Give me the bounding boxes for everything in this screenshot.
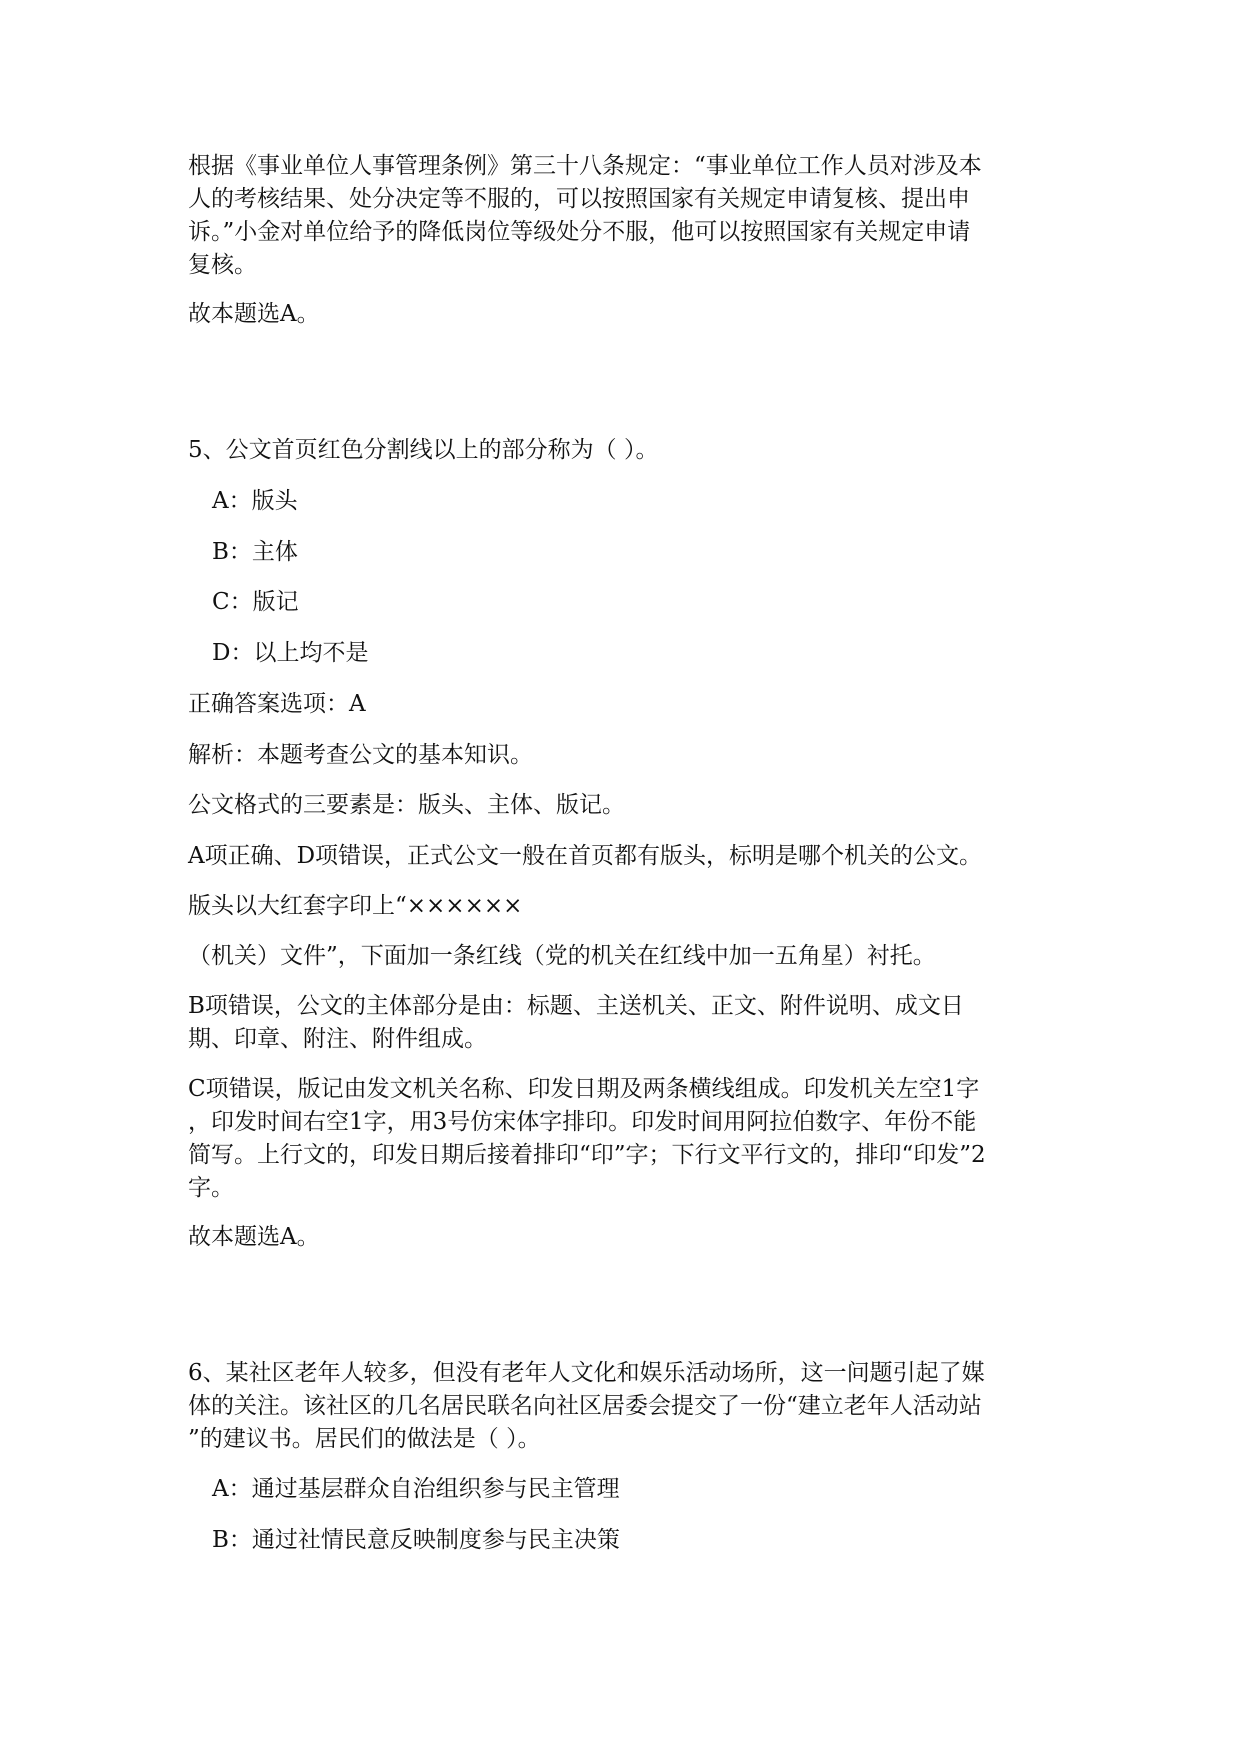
text-line: 简写。上行文的，印发日期后接着排印“印”字；下行文平行文的，排印“印发”2 [188, 1142, 986, 1168]
text-line: C项错误，版记由发文机关名称、印发日期及两条横线组成。印发机关左空1字 [188, 1076, 980, 1102]
q5-option-c: C：版记 [212, 589, 299, 615]
text-line: ”的建议书。居民们的做法是（ ）。 [188, 1426, 541, 1452]
q5-analysis: 解析：本题考查公文的基本知识。 [188, 742, 533, 768]
q5-option-a: A：版头 [212, 488, 298, 514]
q6-option-a: A：通过基层群众自治组织参与民主管理 [212, 1476, 620, 1502]
text-line: ，印发时间右空1字，用3号仿宋体字排印。印发时间用阿拉伯数字、年份不能 [188, 1109, 977, 1135]
q5-conclusion: 故本题选A。 [188, 1224, 320, 1250]
text-line: 字。 [188, 1175, 234, 1201]
q5-option-b: B：主体 [212, 539, 298, 565]
q6-option-b: B：通过社情民意反映制度参与民主决策 [212, 1527, 620, 1553]
text-line: 期、印章、附注、附件组成。 [188, 1026, 487, 1052]
q5-header-line-1: 版头以大红套字印上“×××××× [188, 893, 523, 919]
text-line: 根据《事业单位人事管理条例》第三十八条规定：“事业单位工作人员对涉及本 [188, 153, 982, 179]
text-line: 人的考核结果、处分决定等不服的，可以按照国家有关规定申请复核、提出申 [188, 186, 970, 212]
text-line: 复核。 [188, 252, 257, 278]
question-5: 5、公文首页红色分割线以上的部分称为（ ）。 [188, 437, 659, 463]
text-line: 体的关注。该社区的几名居民联名向社区居委会提交了一份“建立老年人活动站 [188, 1393, 982, 1419]
question-6 [188, 1357, 1058, 1456]
q5-ad-explanation: A项正确、D项错误，正式公文一般在首页都有版头，标明是哪个机关的公文。 [188, 843, 983, 869]
q5-elements: 公文格式的三要素是：版头、主体、版记。 [188, 792, 625, 818]
q5-c-explanation [188, 1073, 1058, 1205]
prev-conclusion: 故本题选A。 [188, 301, 320, 327]
text-line: 诉。”小金对单位给予的降低岗位等级处分不服，他可以按照国家有关规定申请 [188, 219, 971, 245]
q5-header-line-2: （机关）文件”，下面加一条红线（党的机关在红线中加一五角星）衬托。 [188, 943, 936, 969]
q5-answer: 正确答案选项：A [188, 691, 366, 717]
text-line: 6、某社区老年人较多，但没有老年人文化和娱乐活动场所，这一问题引起了媒 [188, 1360, 985, 1386]
q5-option-d: D：以上均不是 [212, 640, 369, 666]
prev-explanation [188, 150, 1058, 282]
q5-b-explanation [188, 990, 1058, 1056]
text-line: B项错误，公文的主体部分是由：标题、主送机关、正文、附件说明、成文日 [188, 993, 964, 1019]
